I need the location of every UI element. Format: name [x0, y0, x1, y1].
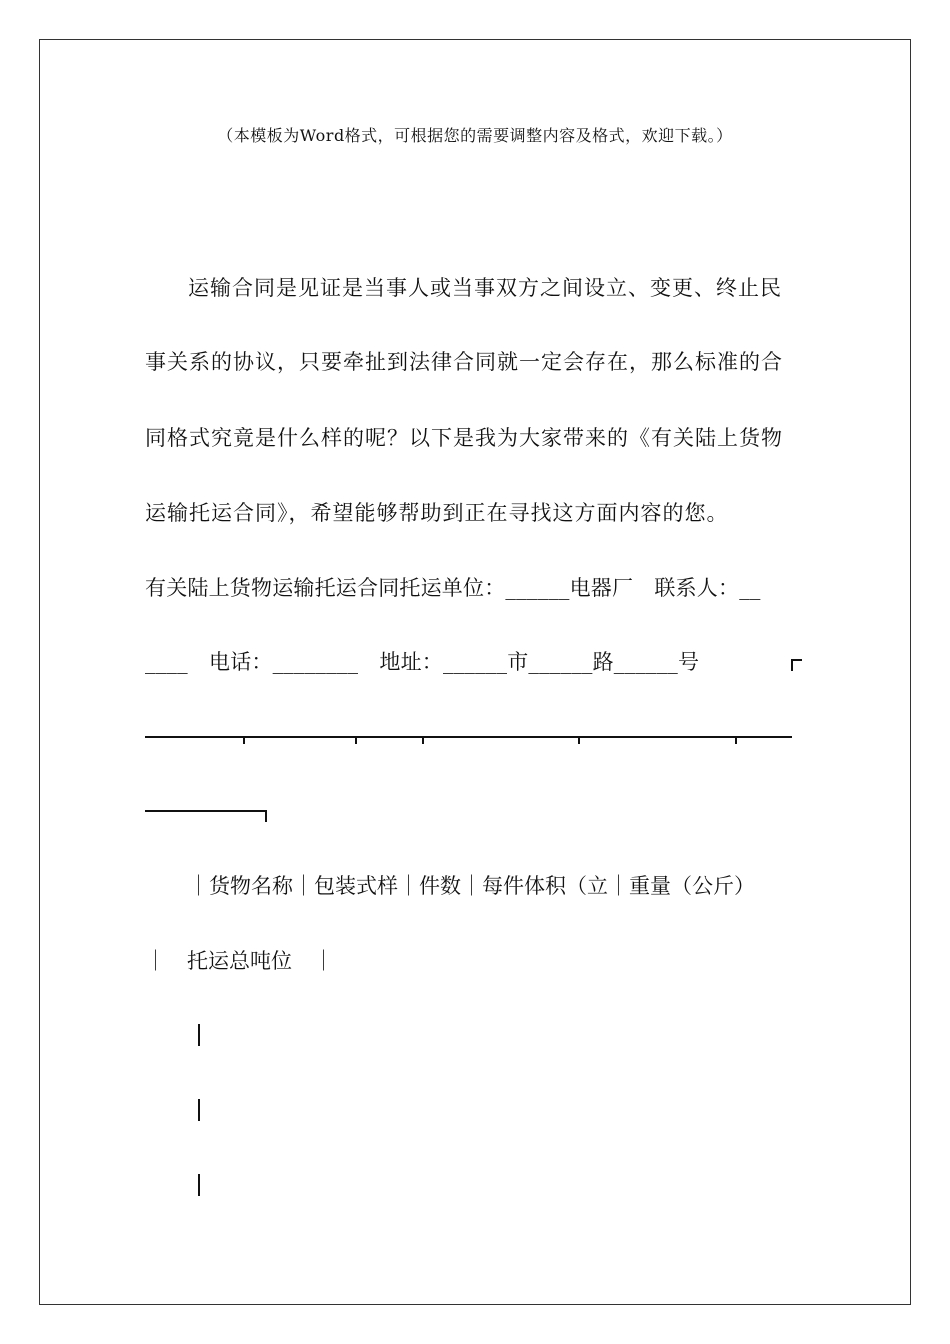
table-column-tick: [355, 736, 357, 744]
table-corner-top-right: [255, 810, 267, 822]
table-corner-top-left: [791, 659, 802, 671]
template-note: （本模板为Word格式，可根据您的需要调整内容及格式，欢迎下载。）: [217, 126, 733, 145]
table-column-tick: [735, 736, 737, 744]
table-row-border: [198, 1174, 200, 1196]
contract-line-1: 有关陆上货物运输托运合同托运单位：______电器厂 联系人：__: [145, 576, 761, 600]
table-continuation-border: [145, 810, 257, 812]
intro-line-4: 运输托运合同》，希望能够帮助到正在寻找这方面内容的您。: [145, 501, 729, 525]
table-header-row-1: ｜货物名称｜包装式样｜件数｜每件体积（立｜重量（公斤）: [188, 874, 755, 898]
table-header-row-2: ｜ 托运总吨位 ｜: [145, 949, 334, 973]
table-row-border: [198, 1024, 200, 1046]
table-column-tick: [243, 736, 245, 744]
intro-line-1: 运输合同是见证是当事人或当事双方之间设立、变更、终止民: [188, 276, 782, 300]
table-column-tick: [422, 736, 424, 744]
intro-line-2: 事关系的协议，只要牵扯到法律合同就一定会存在，那么标准的合: [145, 350, 783, 374]
intro-line-3: 同格式究竟是什么样的呢？以下是我为大家带来的《有关陆上货物: [145, 426, 783, 450]
table-row-border: [198, 1099, 200, 1121]
table-column-tick: [578, 736, 580, 744]
contract-line-2: ____ 电话：________ 地址：______市______路______号: [145, 650, 700, 674]
